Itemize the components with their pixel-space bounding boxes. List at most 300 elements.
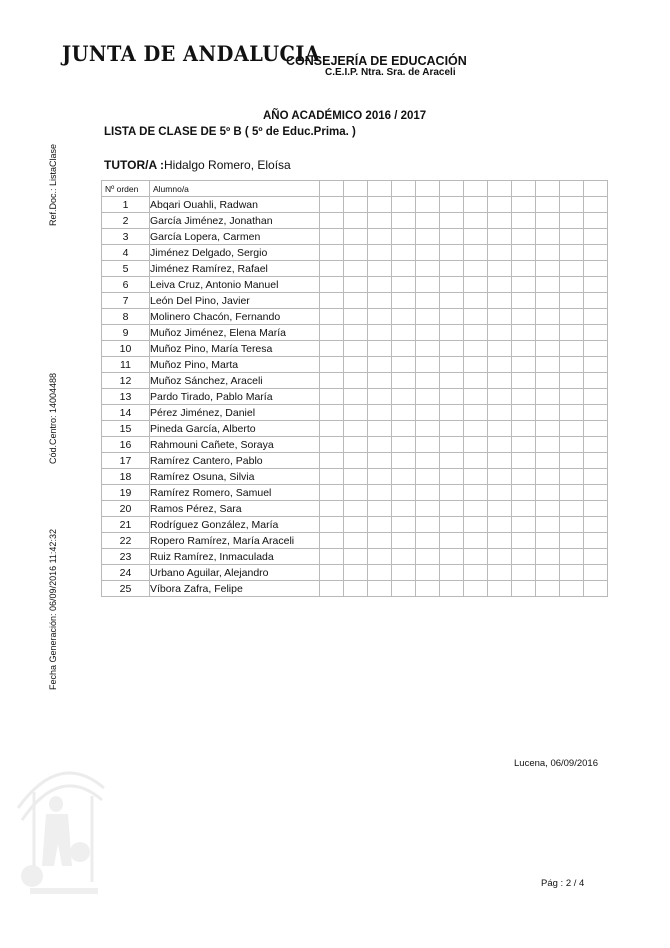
blank-cell xyxy=(368,501,392,517)
blank-cell xyxy=(464,293,488,309)
blank-cell xyxy=(560,517,584,533)
blank-cell xyxy=(560,197,584,213)
junta-andalucia-logo: JUNTA DE ANDALUCIA xyxy=(62,41,321,66)
blank-cell xyxy=(560,341,584,357)
blank-cell xyxy=(320,405,344,421)
blank-cell xyxy=(512,293,536,309)
blank-cell xyxy=(344,549,368,565)
row-number: 14 xyxy=(102,405,150,421)
blank-cell xyxy=(440,549,464,565)
blank-cell xyxy=(320,213,344,229)
blank-cell xyxy=(560,437,584,453)
student-name: Urbano Aguilar, Alejandro xyxy=(150,565,320,581)
blank-cell xyxy=(440,261,464,277)
blank-header-cell xyxy=(320,181,344,197)
side-fecha-generacion: Fecha Generación: 06/09/2016 11:42:32 xyxy=(48,529,58,690)
row-number: 22 xyxy=(102,533,150,549)
blank-cell xyxy=(392,485,416,501)
student-name: Rahmouni Cañete, Soraya xyxy=(150,437,320,453)
blank-cell xyxy=(536,565,560,581)
row-number: 15 xyxy=(102,421,150,437)
blank-cell xyxy=(320,453,344,469)
blank-cell xyxy=(560,277,584,293)
blank-cell xyxy=(536,469,560,485)
blank-header-cell xyxy=(584,181,608,197)
blank-cell xyxy=(512,437,536,453)
blank-cell xyxy=(512,357,536,373)
blank-cell xyxy=(416,261,440,277)
blank-cell xyxy=(440,437,464,453)
blank-cell xyxy=(584,309,608,325)
blank-cell xyxy=(416,213,440,229)
blank-cell xyxy=(368,277,392,293)
blank-cell xyxy=(392,437,416,453)
row-number: 23 xyxy=(102,549,150,565)
student-name: Ramírez Osuna, Silvia xyxy=(150,469,320,485)
header-alumno: Alumno/a xyxy=(150,181,320,197)
blank-cell xyxy=(392,309,416,325)
blank-cell xyxy=(464,405,488,421)
blank-cell xyxy=(512,421,536,437)
blank-cell xyxy=(320,293,344,309)
blank-cell xyxy=(344,261,368,277)
blank-cell xyxy=(320,341,344,357)
row-number: 4 xyxy=(102,245,150,261)
blank-cell xyxy=(464,565,488,581)
blank-header-cell xyxy=(464,181,488,197)
student-name: Pineda García, Alberto xyxy=(150,421,320,437)
blank-cell xyxy=(344,293,368,309)
blank-cell xyxy=(488,245,512,261)
blank-cell xyxy=(344,197,368,213)
blank-cell xyxy=(440,373,464,389)
blank-cell xyxy=(512,309,536,325)
blank-cell xyxy=(464,549,488,565)
blank-cell xyxy=(536,309,560,325)
blank-cell xyxy=(560,261,584,277)
blank-cell xyxy=(512,341,536,357)
student-name: Molinero Chacón, Fernando xyxy=(150,309,320,325)
blank-cell xyxy=(392,501,416,517)
student-name: Pérez Jiménez, Daniel xyxy=(150,405,320,421)
table-row xyxy=(102,437,608,453)
student-name: Jiménez Delgado, Sergio xyxy=(150,245,320,261)
table-row xyxy=(102,549,608,565)
blank-cell xyxy=(560,245,584,261)
blank-cell xyxy=(536,453,560,469)
blank-cell xyxy=(584,533,608,549)
blank-cell xyxy=(560,469,584,485)
blank-cell xyxy=(392,373,416,389)
blank-cell xyxy=(416,469,440,485)
blank-cell xyxy=(464,309,488,325)
row-number: 1 xyxy=(102,197,150,213)
blank-cell xyxy=(584,325,608,341)
blank-cell xyxy=(344,373,368,389)
blank-cell xyxy=(416,501,440,517)
blank-cell xyxy=(440,517,464,533)
row-number: 6 xyxy=(102,277,150,293)
blank-cell xyxy=(560,549,584,565)
consejeria-heading: CONSEJERÍA DE EDUCACIÓN xyxy=(286,54,467,68)
blank-cell xyxy=(440,389,464,405)
row-number: 18 xyxy=(102,469,150,485)
blank-cell xyxy=(488,533,512,549)
blank-cell xyxy=(584,341,608,357)
blank-cell xyxy=(560,581,584,597)
blank-cell xyxy=(392,581,416,597)
blank-cell xyxy=(488,581,512,597)
blank-cell xyxy=(512,277,536,293)
blank-cell xyxy=(344,309,368,325)
blank-cell xyxy=(536,405,560,421)
blank-cell xyxy=(392,389,416,405)
blank-cell xyxy=(560,405,584,421)
blank-cell xyxy=(512,469,536,485)
blank-cell xyxy=(536,549,560,565)
blank-cell xyxy=(440,565,464,581)
blank-cell xyxy=(368,357,392,373)
blank-cell xyxy=(320,197,344,213)
row-number: 10 xyxy=(102,341,150,357)
table-row xyxy=(102,405,608,421)
blank-cell xyxy=(560,309,584,325)
blank-cell xyxy=(464,357,488,373)
blank-cell xyxy=(440,309,464,325)
blank-cell xyxy=(536,421,560,437)
blank-cell xyxy=(536,197,560,213)
blank-cell xyxy=(344,453,368,469)
table-header-row xyxy=(102,181,608,197)
blank-cell xyxy=(488,453,512,469)
student-name: García Jiménez, Jonathan xyxy=(150,213,320,229)
blank-cell xyxy=(368,405,392,421)
blank-cell xyxy=(368,549,392,565)
blank-cell xyxy=(512,229,536,245)
blank-cell xyxy=(488,501,512,517)
row-number: 13 xyxy=(102,389,150,405)
blank-cell xyxy=(392,469,416,485)
table-row xyxy=(102,341,608,357)
table-row xyxy=(102,197,608,213)
blank-cell xyxy=(584,261,608,277)
blank-cell xyxy=(320,437,344,453)
blank-cell xyxy=(416,549,440,565)
blank-cell xyxy=(560,213,584,229)
blank-cell xyxy=(488,485,512,501)
row-number: 19 xyxy=(102,485,150,501)
blank-cell xyxy=(536,341,560,357)
blank-cell xyxy=(392,197,416,213)
table-row xyxy=(102,485,608,501)
blank-cell xyxy=(584,405,608,421)
blank-header-cell xyxy=(560,181,584,197)
class-list-title: LISTA DE CLASE DE 5º B ( 5º de Educ.Prima. ) xyxy=(104,126,356,138)
blank-cell xyxy=(464,389,488,405)
blank-cell xyxy=(320,533,344,549)
blank-cell xyxy=(440,293,464,309)
blank-cell xyxy=(536,437,560,453)
table-row xyxy=(102,277,608,293)
row-number: 7 xyxy=(102,293,150,309)
blank-cell xyxy=(560,453,584,469)
row-number: 17 xyxy=(102,453,150,469)
blank-cell xyxy=(464,453,488,469)
blank-cell xyxy=(344,405,368,421)
student-name: Muñoz Pino, María Teresa xyxy=(150,341,320,357)
blank-header-cell xyxy=(368,181,392,197)
blank-cell xyxy=(368,245,392,261)
blank-cell xyxy=(488,213,512,229)
blank-header-cell xyxy=(344,181,368,197)
blank-cell xyxy=(320,485,344,501)
blank-cell xyxy=(464,261,488,277)
blank-cell xyxy=(344,277,368,293)
place-date: Lucena, 06/09/2016 xyxy=(514,758,598,769)
table-row xyxy=(102,453,608,469)
blank-cell xyxy=(488,421,512,437)
blank-cell xyxy=(440,485,464,501)
blank-cell xyxy=(344,581,368,597)
blank-cell xyxy=(344,469,368,485)
table-body xyxy=(102,197,608,597)
blank-cell xyxy=(488,565,512,581)
blank-cell xyxy=(464,213,488,229)
blank-cell xyxy=(392,261,416,277)
blank-cell xyxy=(464,421,488,437)
table-row xyxy=(102,373,608,389)
table-row xyxy=(102,389,608,405)
blank-cell xyxy=(368,389,392,405)
blank-cell xyxy=(512,485,536,501)
blank-cell xyxy=(416,565,440,581)
blank-header-cell xyxy=(392,181,416,197)
blank-header-cell xyxy=(416,181,440,197)
blank-cell xyxy=(344,565,368,581)
tutor-line xyxy=(104,156,291,174)
blank-cell xyxy=(488,341,512,357)
blank-cell xyxy=(440,533,464,549)
page-number: Pág : 2 / 4 xyxy=(541,878,585,889)
blank-cell xyxy=(368,373,392,389)
blank-cell xyxy=(416,357,440,373)
blank-cell xyxy=(464,197,488,213)
blank-cell xyxy=(560,565,584,581)
blank-cell xyxy=(392,405,416,421)
header-orden: Nº orden xyxy=(102,181,150,197)
blank-cell xyxy=(560,501,584,517)
blank-cell xyxy=(344,357,368,373)
blank-cell xyxy=(560,229,584,245)
blank-cell xyxy=(560,533,584,549)
blank-cell xyxy=(392,549,416,565)
table-row xyxy=(102,261,608,277)
table-row xyxy=(102,293,608,309)
blank-cell xyxy=(416,533,440,549)
blank-cell xyxy=(512,197,536,213)
blank-cell xyxy=(464,229,488,245)
blank-cell xyxy=(440,581,464,597)
blank-cell xyxy=(416,453,440,469)
school-name: C.E.I.P. Ntra. Sra. de Araceli xyxy=(325,67,456,78)
blank-cell xyxy=(440,277,464,293)
blank-cell xyxy=(536,357,560,373)
blank-cell xyxy=(416,405,440,421)
blank-cell xyxy=(536,213,560,229)
blank-cell xyxy=(368,197,392,213)
blank-cell xyxy=(320,357,344,373)
blank-cell xyxy=(320,325,344,341)
blank-cell xyxy=(368,309,392,325)
student-name: Víbora Zafra, Felipe xyxy=(150,581,320,597)
blank-cell xyxy=(488,357,512,373)
student-name: Muñoz Sánchez, Araceli xyxy=(150,373,320,389)
blank-cell xyxy=(344,389,368,405)
blank-cell xyxy=(584,453,608,469)
blank-header-cell xyxy=(512,181,536,197)
student-name: Ropero Ramírez, María Araceli xyxy=(150,533,320,549)
side-ref-doc: Ref.Doc.: ListaClase xyxy=(48,143,58,226)
blank-cell xyxy=(560,389,584,405)
blank-cell xyxy=(416,245,440,261)
table-row xyxy=(102,581,608,597)
table-row xyxy=(102,245,608,261)
blank-cell xyxy=(344,485,368,501)
side-cod-centro: Cód.Centro: 14004488 xyxy=(48,372,58,464)
blank-cell xyxy=(368,469,392,485)
blank-cell xyxy=(512,565,536,581)
blank-cell xyxy=(368,581,392,597)
student-name: Muñoz Pino, Marta xyxy=(150,357,320,373)
table-row xyxy=(102,357,608,373)
blank-cell xyxy=(584,373,608,389)
blank-cell xyxy=(560,357,584,373)
row-number: 8 xyxy=(102,309,150,325)
student-name: Leiva Cruz, Antonio Manuel xyxy=(150,277,320,293)
row-number: 16 xyxy=(102,437,150,453)
blank-cell xyxy=(320,229,344,245)
row-number: 9 xyxy=(102,325,150,341)
blank-cell xyxy=(392,245,416,261)
blank-cell xyxy=(416,421,440,437)
blank-cell xyxy=(392,325,416,341)
blank-cell xyxy=(440,421,464,437)
blank-cell xyxy=(584,197,608,213)
row-number: 5 xyxy=(102,261,150,277)
blank-cell xyxy=(368,533,392,549)
blank-cell xyxy=(344,517,368,533)
blank-cell xyxy=(368,421,392,437)
student-name: Ramos Pérez, Sara xyxy=(150,501,320,517)
student-name: Ramírez Cantero, Pablo xyxy=(150,453,320,469)
blank-cell xyxy=(392,533,416,549)
table-row xyxy=(102,501,608,517)
blank-cell xyxy=(488,549,512,565)
blank-cell xyxy=(320,309,344,325)
blank-cell xyxy=(320,421,344,437)
blank-cell xyxy=(344,325,368,341)
blank-cell xyxy=(368,485,392,501)
blank-cell xyxy=(584,437,608,453)
blank-cell xyxy=(440,197,464,213)
blank-cell xyxy=(320,373,344,389)
blank-cell xyxy=(488,405,512,421)
row-number: 3 xyxy=(102,229,150,245)
blank-cell xyxy=(416,229,440,245)
blank-cell xyxy=(416,309,440,325)
blank-cell xyxy=(416,373,440,389)
blank-cell xyxy=(560,293,584,309)
blank-cell xyxy=(392,357,416,373)
blank-cell xyxy=(440,325,464,341)
blank-cell xyxy=(512,325,536,341)
blank-cell xyxy=(584,245,608,261)
blank-cell xyxy=(512,581,536,597)
blank-cell xyxy=(344,533,368,549)
blank-cell xyxy=(320,261,344,277)
blank-cell xyxy=(368,453,392,469)
blank-cell xyxy=(320,565,344,581)
blank-cell xyxy=(584,565,608,581)
blank-cell xyxy=(512,549,536,565)
blank-cell xyxy=(392,277,416,293)
blank-cell xyxy=(464,341,488,357)
blank-cell xyxy=(536,293,560,309)
blank-cell xyxy=(392,341,416,357)
blank-cell xyxy=(512,389,536,405)
blank-cell xyxy=(392,517,416,533)
blank-cell xyxy=(560,485,584,501)
blank-cell xyxy=(512,405,536,421)
blank-cell xyxy=(512,533,536,549)
blank-cell xyxy=(488,293,512,309)
blank-cell xyxy=(536,501,560,517)
blank-cell xyxy=(320,389,344,405)
blank-cell xyxy=(512,213,536,229)
blank-cell xyxy=(368,213,392,229)
blank-cell xyxy=(368,341,392,357)
blank-cell xyxy=(368,325,392,341)
table-row xyxy=(102,533,608,549)
blank-cell xyxy=(584,389,608,405)
blank-cell xyxy=(416,437,440,453)
table-row xyxy=(102,325,608,341)
blank-cell xyxy=(488,261,512,277)
student-name: Muñoz Jiménez, Elena María xyxy=(150,325,320,341)
blank-cell xyxy=(416,293,440,309)
blank-cell xyxy=(344,229,368,245)
table-row xyxy=(102,213,608,229)
blank-cell xyxy=(416,277,440,293)
blank-cell xyxy=(392,453,416,469)
blank-cell xyxy=(536,229,560,245)
blank-cell xyxy=(584,277,608,293)
blank-cell xyxy=(536,373,560,389)
blank-header-cell xyxy=(536,181,560,197)
blank-cell xyxy=(320,501,344,517)
blank-cell xyxy=(320,549,344,565)
blank-cell xyxy=(536,389,560,405)
blank-cell xyxy=(368,437,392,453)
blank-cell xyxy=(416,485,440,501)
blank-cell xyxy=(416,341,440,357)
blank-cell xyxy=(584,357,608,373)
blank-cell xyxy=(536,533,560,549)
blank-cell xyxy=(488,309,512,325)
blank-cell xyxy=(344,437,368,453)
blank-cell xyxy=(368,229,392,245)
blank-cell xyxy=(464,517,488,533)
